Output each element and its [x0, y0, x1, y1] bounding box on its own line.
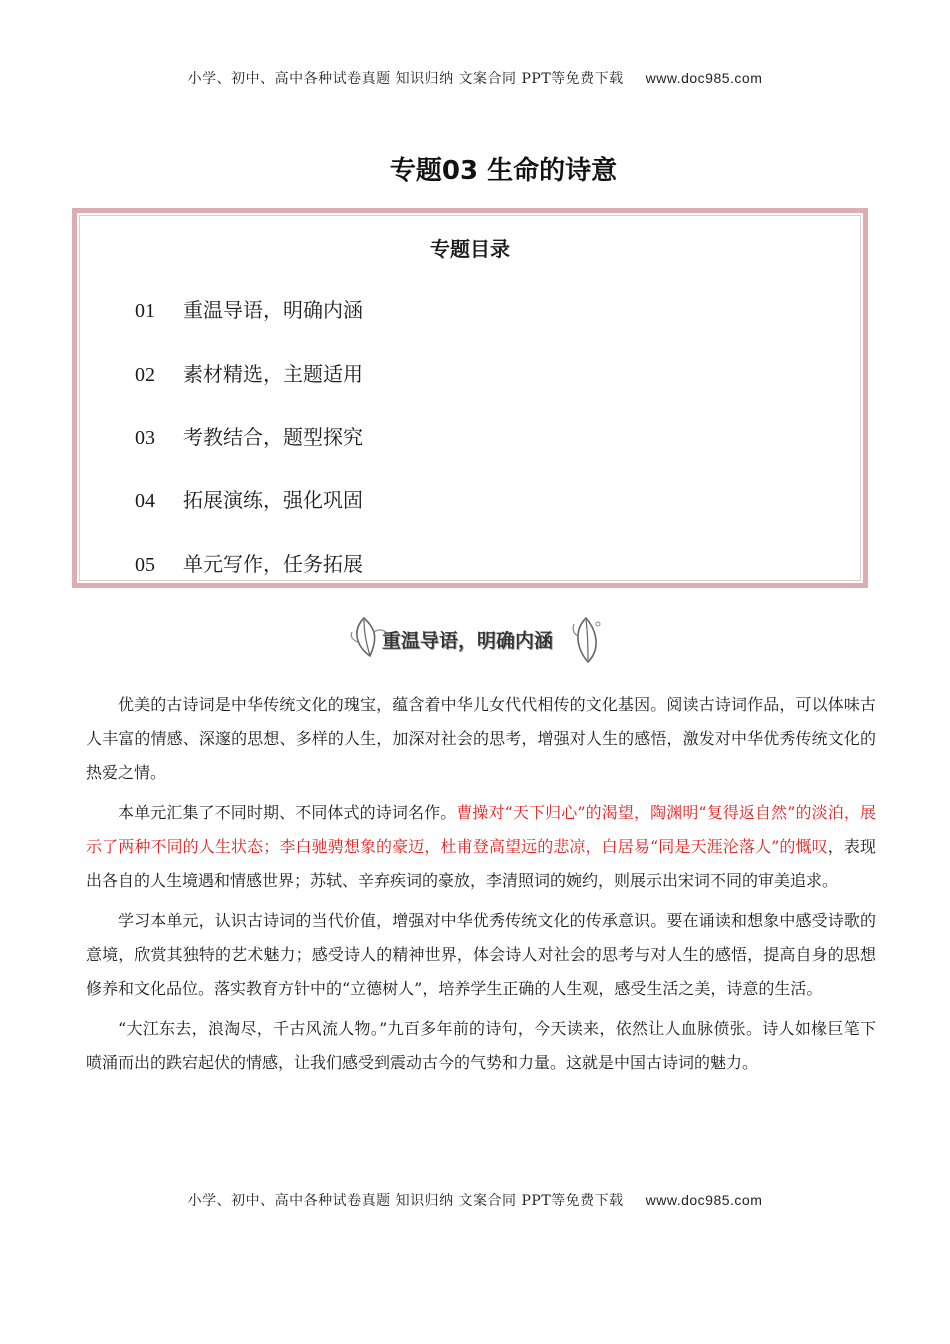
toc-item-label: 拓展演练，强化巩固 [183, 488, 363, 512]
table-of-contents [72, 208, 868, 588]
paragraph-text: ，表现出各自的人生境遇和情感世界；苏轼、辛弃疾词的豪放，李清照词的婉约，则展示出宋词不同的审美追求。 [86, 837, 876, 890]
section-banner [350, 606, 606, 668]
toc-item-label: 重温导语，明确内涵 [183, 298, 363, 322]
toc-heading: 专题目录 [430, 237, 510, 261]
page-title: 专题03 生命的诗意 [389, 156, 618, 186]
toc-item-label: 考教结合，题型探究 [183, 425, 363, 449]
toc-item-label: 单元写作，任务拓展 [183, 552, 363, 576]
footer-site-link[interactable]: www.doc985.com [645, 1192, 763, 1208]
header-text: 小学、初中、高中各种试卷真题 知识归纳 文案合同 PPT等免费下载 [187, 71, 624, 87]
highlighted-text: 曹操对“天下归心”的渴望，陶渊明“复得返自然”的淡泊，展示了两种不同的人生状态；李白驰骋想象的豪迈，杜甫登高望远的悲凉，白居易“同是天涯沦落人”的慨叹 [86, 803, 876, 856]
toc-item[interactable] [135, 549, 363, 579]
section-banner-label: 重温导语，明确内涵 [382, 630, 554, 652]
intro-body [86, 688, 876, 1086]
toc-item-number: 05 [135, 554, 155, 576]
paragraph-text: 本单元汇集了不同时期、不同体式的诗词名作。 [118, 803, 457, 822]
paragraph: 优美的古诗词是中华传统文化的瑰宝，蕴含着中华儿女代代相传的文化基因。阅读古诗词作品，可以体味古人丰富的情感、深邃的思想、多样的人生，加深对社会的思考，增强对人生的感悟，激发对中华优秀传统文化的热爱之情。 [86, 695, 876, 782]
page-footer [0, 1190, 950, 1210]
toc-item-number: 03 [135, 427, 155, 449]
header-site-link[interactable]: www.doc985.com [645, 70, 763, 86]
toc-item[interactable] [135, 422, 363, 452]
toc-item[interactable] [135, 359, 363, 389]
page-header [0, 68, 950, 88]
leaf-ornament-right-icon [568, 614, 604, 666]
toc-item-label: 素材精选，主题适用 [183, 362, 363, 386]
toc-item-number: 01 [135, 300, 155, 322]
paragraph: 学习本单元，认识古诗词的当代价值，增强对中华优秀传统文化的传承意识。要在诵读和想象中感受诗歌的意境，欣赏其独特的艺术魅力；感受诗人的精神世界，体会诗人对社会的思考与对人生的感悟，提高自身的思想修养和文化品位。落实教育方针中的“立德树人”，培养学生正确的人生观，感受生活之美，诗意的生活。 [86, 911, 876, 998]
paragraph [86, 796, 876, 898]
paragraph: “大江东去，浪淘尽，千古风流人物。”九百多年前的诗句，今天读来，依然让人血脉偾张。诗人如椽巨笔下喷涌而出的跌宕起伏的情感，让我们感受到震动古今的气势和力量。这就是中国古诗词的魅力。 [86, 1019, 876, 1072]
toc-item-number: 04 [135, 490, 155, 512]
toc-item-number: 02 [135, 364, 155, 386]
toc-item[interactable] [135, 295, 363, 325]
footer-text: 小学、初中、高中各种试卷真题 知识归纳 文案合同 PPT等免费下载 [187, 1193, 624, 1209]
toc-item[interactable] [135, 485, 363, 515]
